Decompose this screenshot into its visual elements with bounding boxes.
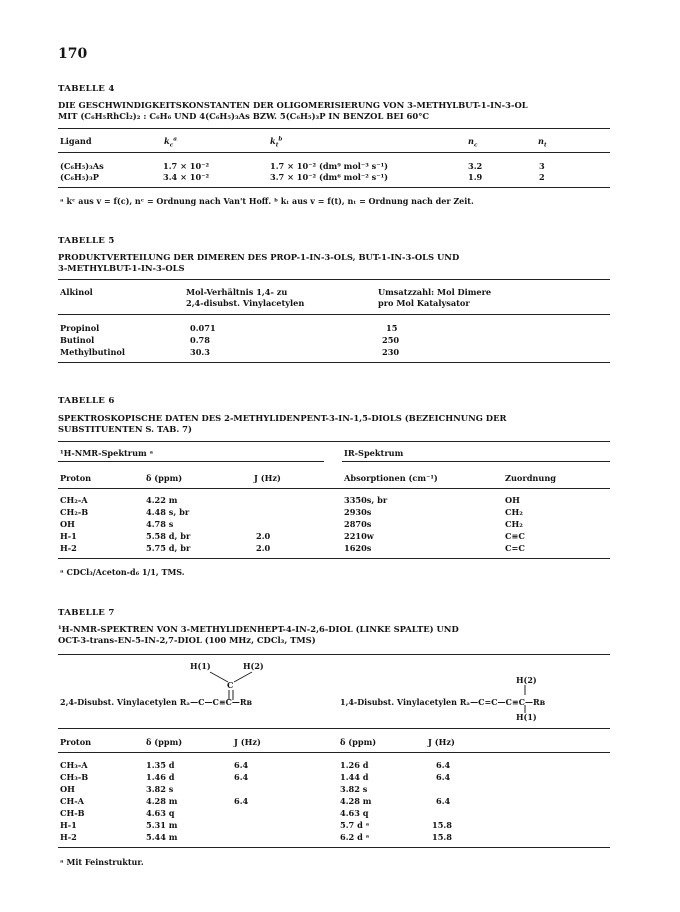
table7-right-h1: H(1) xyxy=(516,712,537,722)
table7-row4-d2: 4.28 m xyxy=(340,796,372,806)
table6-group-ir-rule xyxy=(342,461,610,462)
table6-caption-line1: SPEKTROSKOPISCHE DATEN DES 2-METHYLIDENPENT-3-IN-1,5-DIOLS (BEZEICHNUNG DER xyxy=(58,413,507,423)
table6-row3-delta: 4.78 s xyxy=(146,519,174,529)
table4-label: TABELLE 4 xyxy=(58,84,115,94)
table5-header-ratio-1: Mol-Verhältnis 1,4- zu xyxy=(186,287,288,297)
table6-group-nmr-rule xyxy=(58,461,324,462)
table7-label: TABELLE 7 xyxy=(58,608,115,618)
table7-row1-d1: 1.35 d xyxy=(146,760,175,770)
table6-row2-proton: CH₂-B xyxy=(60,507,89,517)
table5-label: TABELLE 5 xyxy=(58,236,115,246)
table4-row2-nc: 1.9 xyxy=(468,172,483,182)
table5-caption-line1: PRODUKTVERTEILUNG DER DIMEREN DES PROP-1-IN-3-OLS, BUT-1-IN-3-OLS UND xyxy=(58,252,460,262)
table5-header-rule xyxy=(58,314,610,315)
table4-header-nc: $n_c$ xyxy=(468,136,478,149)
table5-row2-umsatz: 250 xyxy=(382,335,400,345)
table6-row2-zu: CH₂ xyxy=(505,507,523,517)
table6-row5-j: 2.0 xyxy=(256,543,271,553)
table7-row1-j1: 6.4 xyxy=(234,760,249,770)
table5-header-ratio-2: 2,4-disubst. Vinylacetylen xyxy=(186,298,305,308)
table6-top-rule xyxy=(58,441,610,442)
page-number: 170 xyxy=(58,46,88,62)
table6-row1-delta: 4.22 m xyxy=(146,495,178,505)
table7-left-h1: H(1) xyxy=(190,661,211,671)
table6-header-zuordnung: Zuordnung xyxy=(505,473,557,483)
table6-row4-delta: 5.58 d, br xyxy=(146,531,191,541)
table4-row1-ligand: (C₆H₅)₃As xyxy=(60,161,104,171)
table6-row1-zu: OH xyxy=(505,495,520,505)
table4-row1-nc: 3.2 xyxy=(468,161,483,171)
table7-struct-rule xyxy=(58,728,610,729)
table6-header-rule xyxy=(58,488,610,489)
table6-row3-proton: OH xyxy=(60,519,75,529)
table5-top-rule xyxy=(58,279,610,280)
table6-header-delta: δ (ppm) xyxy=(146,473,183,483)
table4-footnote: ᵃ kᶜ aus v = f(c), nᶜ = Ordnung nach Van't Hoff. ᵇ kₜ aus v = f(t), nₜ = Ordnung nach der Zeit. xyxy=(60,196,474,206)
table6-group-nmr: ¹H-NMR-Spektrum ᵃ xyxy=(60,448,154,458)
table6-row4-j: 2.0 xyxy=(256,531,271,541)
table6-label: TABELLE 6 xyxy=(58,396,115,406)
table7-row4-d1: 4.28 m xyxy=(146,796,178,806)
table6-row5-zu: C=C xyxy=(505,543,525,553)
table6-bottom-rule xyxy=(58,558,610,559)
table7-row4-j2: 6.4 xyxy=(436,796,451,806)
table7-row1-proton: CH₃-A xyxy=(60,760,88,770)
table7-header-rule xyxy=(58,752,610,753)
table4-header-kc: $k_c^a$ xyxy=(164,136,177,149)
table7-left-c-atom: C xyxy=(227,680,234,690)
table5-caption-line2: 3-METHYLBUT-1-IN-3-OLS xyxy=(58,263,185,273)
table4-header-kt: $k_t^b$ xyxy=(270,136,283,149)
table5-row1-alkinol: Propinol xyxy=(60,323,100,333)
table5-row2-ratio: 0.78 xyxy=(190,335,210,345)
table4-row1-kc: 1.7 × 10⁻² xyxy=(163,161,210,171)
table7-top-rule xyxy=(58,654,610,655)
table7-caption-line1: ¹H-NMR-SPEKTREN VON 3-METHYLIDENHEPT-4-IN-2,6-DIOL (LINKE SPALTE) UND xyxy=(58,624,459,634)
table6-row2-delta: 4.48 s, br xyxy=(146,507,190,517)
table6-row4-abs: 2210w xyxy=(344,531,374,541)
table4-header-ligand: Ligand xyxy=(60,136,92,146)
table7-row3-proton: OH xyxy=(60,784,75,794)
table7-bottom-rule xyxy=(58,847,610,848)
table7-row2-d1: 1.46 d xyxy=(146,772,175,782)
table7-caption-line2: OCT-3-trans-EN-5-IN-2,7-DIOL (100 MHz, CDCl₃, TMS) xyxy=(58,635,316,645)
table5-row3-alkinol: Methylbutinol xyxy=(60,347,125,357)
table4-header-nt: $n_t$ xyxy=(538,136,547,149)
table7-row1-d2: 1.26 d xyxy=(340,760,369,770)
table5-header-umsatz-2: pro Mol Katalysator xyxy=(378,298,470,308)
table6-row5-delta: 5.75 d, br xyxy=(146,543,191,553)
table6-caption-line2: SUBSTITUENTEN S. TAB. 7) xyxy=(58,424,192,434)
table4-row1-nt: 3 xyxy=(539,161,545,171)
table7-row2-j1: 6.4 xyxy=(234,772,249,782)
table6-header-proton: Proton xyxy=(60,473,92,483)
table5-header-alkinol: Alkinol xyxy=(60,287,93,297)
table7-row4-proton: CH-A xyxy=(60,796,85,806)
table5-row3-ratio: 30.3 xyxy=(190,347,210,357)
table4-caption-line2: MIT (C₆H₅RhCl₂)₂ : C₆H₆ UND 4(C₆H₅)₃As BZW. 5(C₆H₅)₃P IN BENZOL BEI 60°C xyxy=(58,111,430,121)
table7-row7-j2: 15.8 xyxy=(432,832,452,842)
table5-row3-umsatz: 230 xyxy=(382,347,400,357)
table7-row6-j2: 15.8 xyxy=(432,820,452,830)
table4-row2-kt: 3.7 × 10⁻² (dm⁶ mol⁻² s⁻¹) xyxy=(270,172,389,182)
table7-header-delta: δ (ppm) xyxy=(146,737,183,747)
table6-footnote: ᵃ CDCl₃/Aceton-d₆ 1/1, TMS. xyxy=(60,567,185,577)
table7-left-struct-label: 2,4-Disubst. Vinylacetylen Rₐ—C—C≡C—Rʙ xyxy=(60,697,253,707)
table6-row3-zu: CH₂ xyxy=(505,519,523,529)
table6-header-absorption: Absorptionen (cm⁻¹) xyxy=(344,473,438,483)
table7-row2-proton: CH₃-B xyxy=(60,772,89,782)
table4-bottom-rule xyxy=(58,187,610,188)
table7-row5-d1: 4.63 q xyxy=(146,808,175,818)
table7-row6-d2: 5.7 d ᵃ xyxy=(340,820,370,830)
table7-row5-d2: 4.63 q xyxy=(340,808,369,818)
table7-header-proton: Proton xyxy=(60,737,92,747)
table7-row5-proton: CH-B xyxy=(60,808,85,818)
table4-row1-kt: 1.7 × 10⁻² (dm⁹ mol⁻³ s⁻¹) xyxy=(270,161,389,171)
table7-header-j: J (Hz) xyxy=(234,737,261,747)
table7-row2-d2: 1.44 d xyxy=(340,772,369,782)
table7-header-delta2: δ (ppm) xyxy=(340,737,377,747)
table4-row2-kc: 3.4 × 10⁻² xyxy=(163,172,210,182)
table7-footnote: ᵃ Mit Feinstruktur. xyxy=(60,857,144,867)
table6-row1-proton: CH₂-A xyxy=(60,495,88,505)
table6-header-j: J (Hz) xyxy=(254,473,281,483)
table6-row5-proton: H-2 xyxy=(60,543,77,553)
table6-row2-abs: 2930s xyxy=(344,507,372,517)
table5-row1-umsatz: 15 xyxy=(386,323,398,333)
table7-row4-j1: 6.4 xyxy=(234,796,249,806)
table5-row2-alkinol: Butinol xyxy=(60,335,95,345)
table7-row1-j2: 6.4 xyxy=(436,760,451,770)
table6-group-ir: IR-Spektrum xyxy=(344,448,404,458)
table5-header-umsatz-1: Umsatzzahl: Mol Dimere xyxy=(378,287,492,297)
table7-row6-d1: 5.31 m xyxy=(146,820,178,830)
table7-row7-d1: 5.44 m xyxy=(146,832,178,842)
table4-caption-line1: DIE GESCHWINDIGKEITSKONSTANTEN DER OLIGOMERISIERUNG VON 3-METHYLBUT-1-IN-3-OL xyxy=(58,100,528,110)
table4-row2-ligand: (C₆H₅)₃P xyxy=(60,172,99,182)
table4-top-rule xyxy=(58,128,610,129)
table7-row7-proton: H-2 xyxy=(60,832,77,842)
table6-row4-proton: H-1 xyxy=(60,531,77,541)
table7-row7-d2: 6.2 d ᵃ xyxy=(340,832,370,842)
table7-right-struct-label: 1,4-Disubst. Vinylacetylen Rₐ—C=C—C≡C—Rʙ xyxy=(340,697,546,707)
table7-left-h2: H(2) xyxy=(243,661,264,671)
table7-right-h2: H(2) xyxy=(516,675,537,685)
table6-row4-zu: C≡C xyxy=(505,531,525,541)
table4-header-rule xyxy=(58,152,610,153)
table7-header-j2: J (Hz) xyxy=(428,737,455,747)
table7-row6-proton: H-1 xyxy=(60,820,77,830)
table5-bottom-rule xyxy=(58,362,610,363)
table6-row1-abs: 3350s, br xyxy=(344,495,388,505)
table4-row2-nt: 2 xyxy=(539,172,545,182)
table7-row2-j2: 6.4 xyxy=(436,772,451,782)
table6-row5-abs: 1620s xyxy=(344,543,372,553)
table5-row1-ratio: 0.071 xyxy=(190,323,216,333)
table7-row3-d1: 3.82 s xyxy=(146,784,174,794)
table7-row3-d2: 3.82 s xyxy=(340,784,368,794)
table6-row3-abs: 2870s xyxy=(344,519,372,529)
